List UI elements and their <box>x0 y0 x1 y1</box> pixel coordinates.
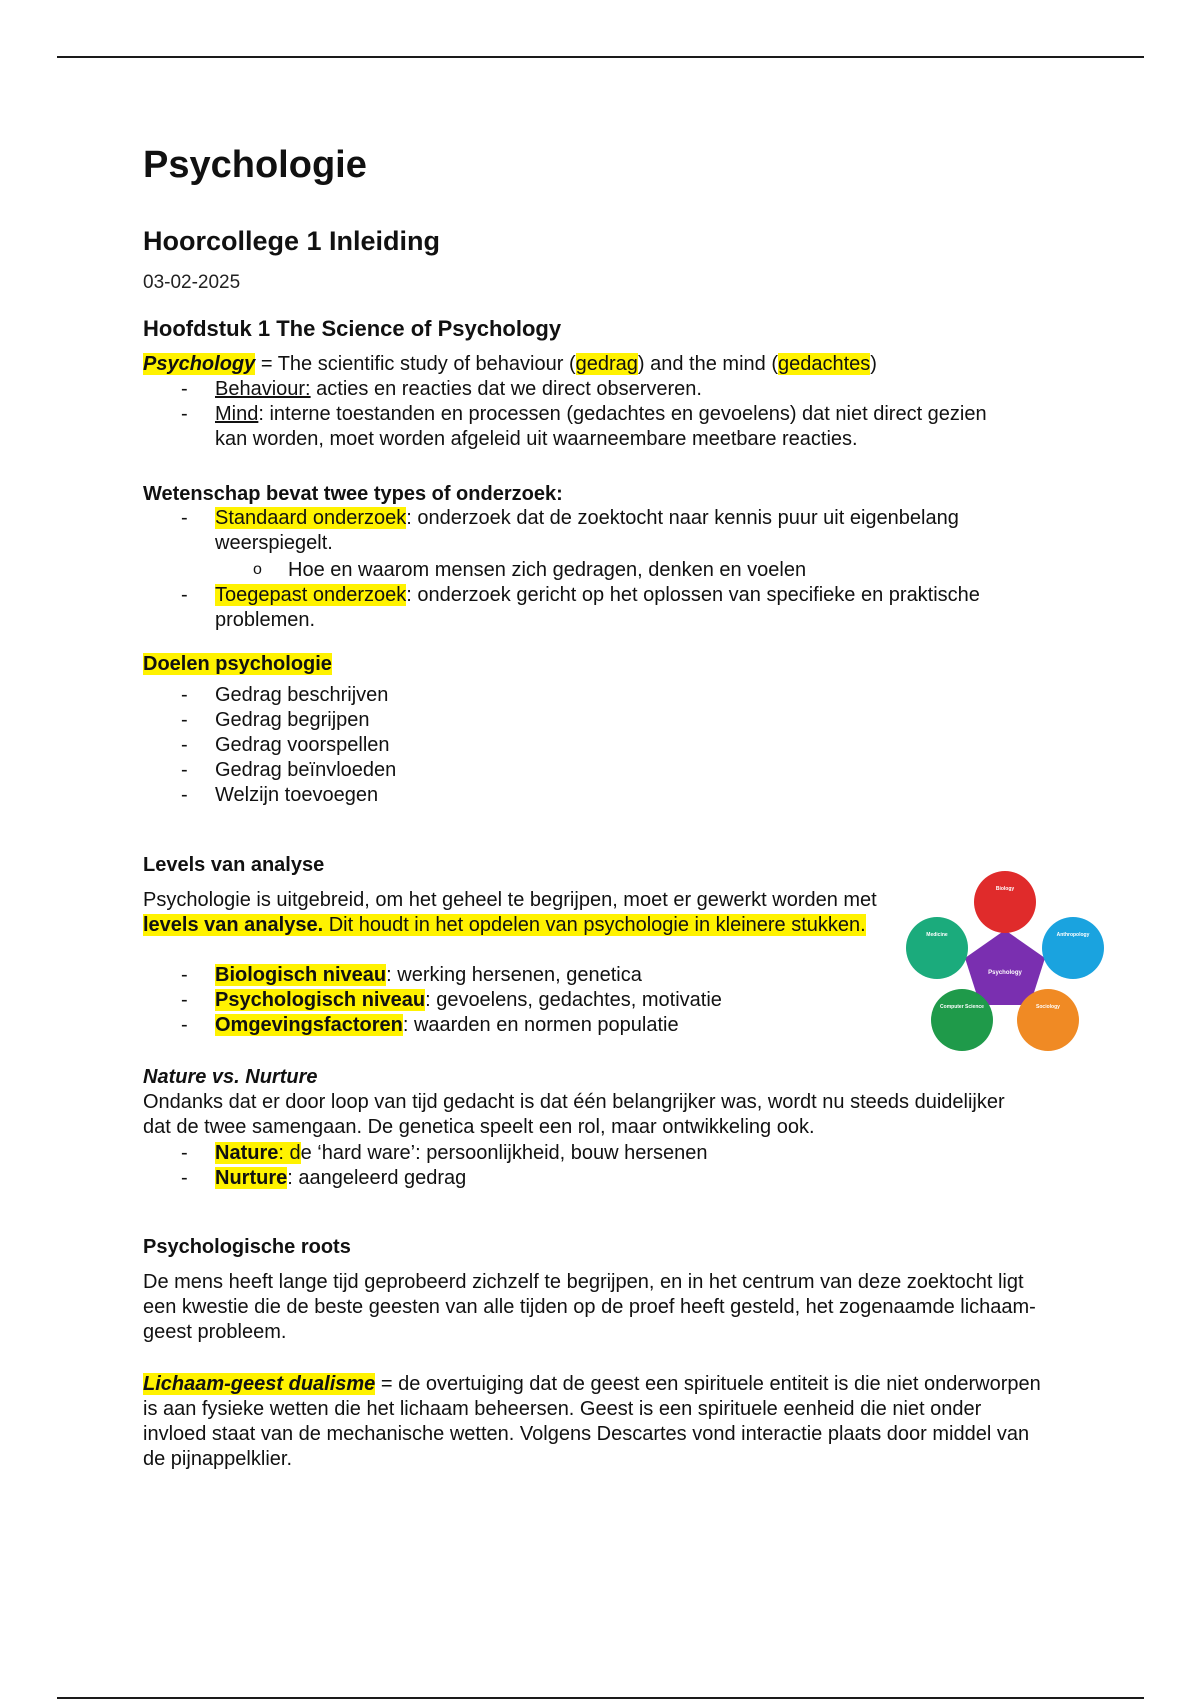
list-item <box>143 583 993 633</box>
gedrag-highlight: gedrag <box>575 353 638 375</box>
gedachtes-highlight: gedachtes <box>777 353 871 375</box>
standard-research-term: Standaard onderzoek <box>215 507 407 529</box>
bio-level-desc: : werking hersenen, genetica <box>386 964 642 986</box>
standard-research-desc: : onderzoek dat de zoektocht naar kennis puur uit eigenbelang weerspiegelt. <box>215 507 959 554</box>
list-item: - Gedrag beïnvloeden <box>143 758 396 783</box>
env-level-desc: : waarden en normen populatie <box>402 1014 679 1036</box>
applied-research-desc: : onderzoek gericht op het oplossen van specifieke en praktische problemen. <box>215 584 980 631</box>
diagram-node-anthropology <box>1042 917 1104 979</box>
definition-text-end: ) <box>870 353 877 375</box>
psychology-definition <box>143 352 1053 377</box>
nature-term: Nature <box>215 1142 279 1164</box>
definition-text-mid: ) and the mind ( <box>637 353 778 375</box>
diagram-node-label: Anthropology <box>1056 932 1090 938</box>
psy-level-term: Psychologisch niveau <box>215 989 426 1011</box>
dualism-desc: = de overtuiging dat de geest een spirituele entiteit is die niet onderworpen is aan fysieke wetten die het lichaam beheersen. Geest is een spirituele eenheid die niet onder invloed staat van de mechanische wetten. Volgens Descartes vond interactie plaats door middel van de pijnappelklier. <box>143 1373 1041 1470</box>
levels-intro-highlight: Dit houdt in het opdelen van psychologie in kleinere stukken. <box>323 914 866 936</box>
bottom-rule <box>57 1697 1144 1699</box>
diagram-node-label: Sociology <box>1036 1004 1060 1010</box>
list-item: - Gedrag voorspellen <box>143 733 396 758</box>
levels-intro-bold: levels van analyse. <box>143 914 324 936</box>
mind-desc: : interne toestanden en processen (gedachtes en gevoelens) dat niet direct gezien kan worden, moet worden afgeleid uit waarneembare meetbare reacties. <box>215 403 987 450</box>
list-item <box>143 402 1023 452</box>
nature-heading <box>143 1064 318 1090</box>
behaviour-mind-list <box>143 377 1023 452</box>
diagram-node-sociology <box>1017 989 1079 1051</box>
list-item <box>143 988 883 1013</box>
psychology-term: Psychology <box>143 353 256 375</box>
page-title: Psychologie <box>143 144 367 186</box>
list-item <box>143 1141 1023 1166</box>
env-level-term: Omgevingsfactoren <box>215 1014 403 1036</box>
list-item <box>143 377 1023 402</box>
goals-heading <box>143 651 332 677</box>
diagram-node-label: Computer Science <box>940 1004 984 1010</box>
lecture-date: 03-02-2025 <box>143 272 241 293</box>
list-item: - Gedrag begrijpen <box>143 708 396 733</box>
diagram-node-label: Biology <box>995 886 1015 892</box>
lecture-title: Hoorcollege 1 Inleiding <box>143 226 441 256</box>
research-list <box>143 506 1063 556</box>
list-item: - Welzijn toevoegen <box>143 783 396 808</box>
levels-list <box>143 963 883 1038</box>
diagram-node-medicine <box>906 917 968 979</box>
list-item <box>143 1013 883 1038</box>
behaviour-desc: acties en reacties dat we direct observeren. <box>310 378 702 400</box>
applied-research-term: Toegepast onderzoek <box>215 584 407 606</box>
nurture-desc: : aangeleerd gedrag <box>287 1167 467 1189</box>
top-rule <box>57 56 1144 58</box>
behaviour-term: Behaviour: <box>215 378 311 400</box>
dualism-term: Lichaam-geest dualisme <box>143 1373 376 1395</box>
nature-term-tail: : d <box>278 1142 301 1164</box>
nature-paragraph: Ondanks dat er door loop van tijd gedacht is dat één belangrijker was, wordt nu steeds duidelijker dat de twee samengaan. De genetica speelt een rol, maar ontwikkeling ook. <box>143 1091 1005 1138</box>
levels-intro <box>143 888 883 938</box>
list-item: o Hoe en waarom mensen zich gedragen, denken en voelen <box>143 558 1063 583</box>
research-heading: Wetenschap bevat twee types of onderzoek: <box>143 483 563 505</box>
bio-level-term: Biologisch niveau <box>215 964 387 986</box>
roots-paragraph: De mens heeft lange tijd geprobeerd zichzelf te begrijpen, en in het centrum van deze zoektocht ligt een kwestie die de beste geesten van alle tijden op de proef heeft gesteld, het zogenaamde lichaam-geest probleem. <box>143 1271 1036 1343</box>
list-item <box>143 1166 1023 1191</box>
psy-level-desc: : gevoelens, gedachtes, motivatie <box>425 989 722 1011</box>
nature-heading-text: Nature vs. Nurture <box>143 1066 318 1088</box>
research-sublist <box>143 558 1063 583</box>
levels-intro-text: Psychologie is uitgebreid, om het geheel te begrijpen, moet er gewerkt worden met <box>143 889 877 911</box>
chapter-heading: Hoofdstuk 1 The Science of Psychology <box>143 316 562 341</box>
roots-heading: Psychologische roots <box>143 1236 351 1258</box>
dualism-paragraph <box>143 1372 1043 1472</box>
research-list-applied <box>143 583 993 633</box>
list-item <box>143 963 883 988</box>
psychology-disciplines-diagram <box>905 870 1105 1060</box>
diagram-node-biology <box>974 871 1036 933</box>
nature-list <box>143 1141 1023 1191</box>
nature-desc: e ‘hard ware’: persoonlijkheid, bouw hersenen <box>300 1142 708 1164</box>
definition-text: = The scientific study of behaviour ( <box>255 353 576 375</box>
diagram-node-label: Medicine <box>926 932 948 938</box>
list-item <box>143 506 1063 556</box>
diagram-center-label: Psychology <box>988 970 1022 976</box>
diagram-node-computer-science <box>931 989 993 1051</box>
nurture-term: Nurture <box>215 1167 288 1189</box>
goals-list <box>143 683 396 808</box>
list-item: - Gedrag beschrijven <box>143 683 396 708</box>
goals-heading-text: Doelen psychologie <box>143 653 332 675</box>
levels-heading: Levels van analyse <box>143 854 325 876</box>
mind-term: Mind <box>215 403 259 425</box>
